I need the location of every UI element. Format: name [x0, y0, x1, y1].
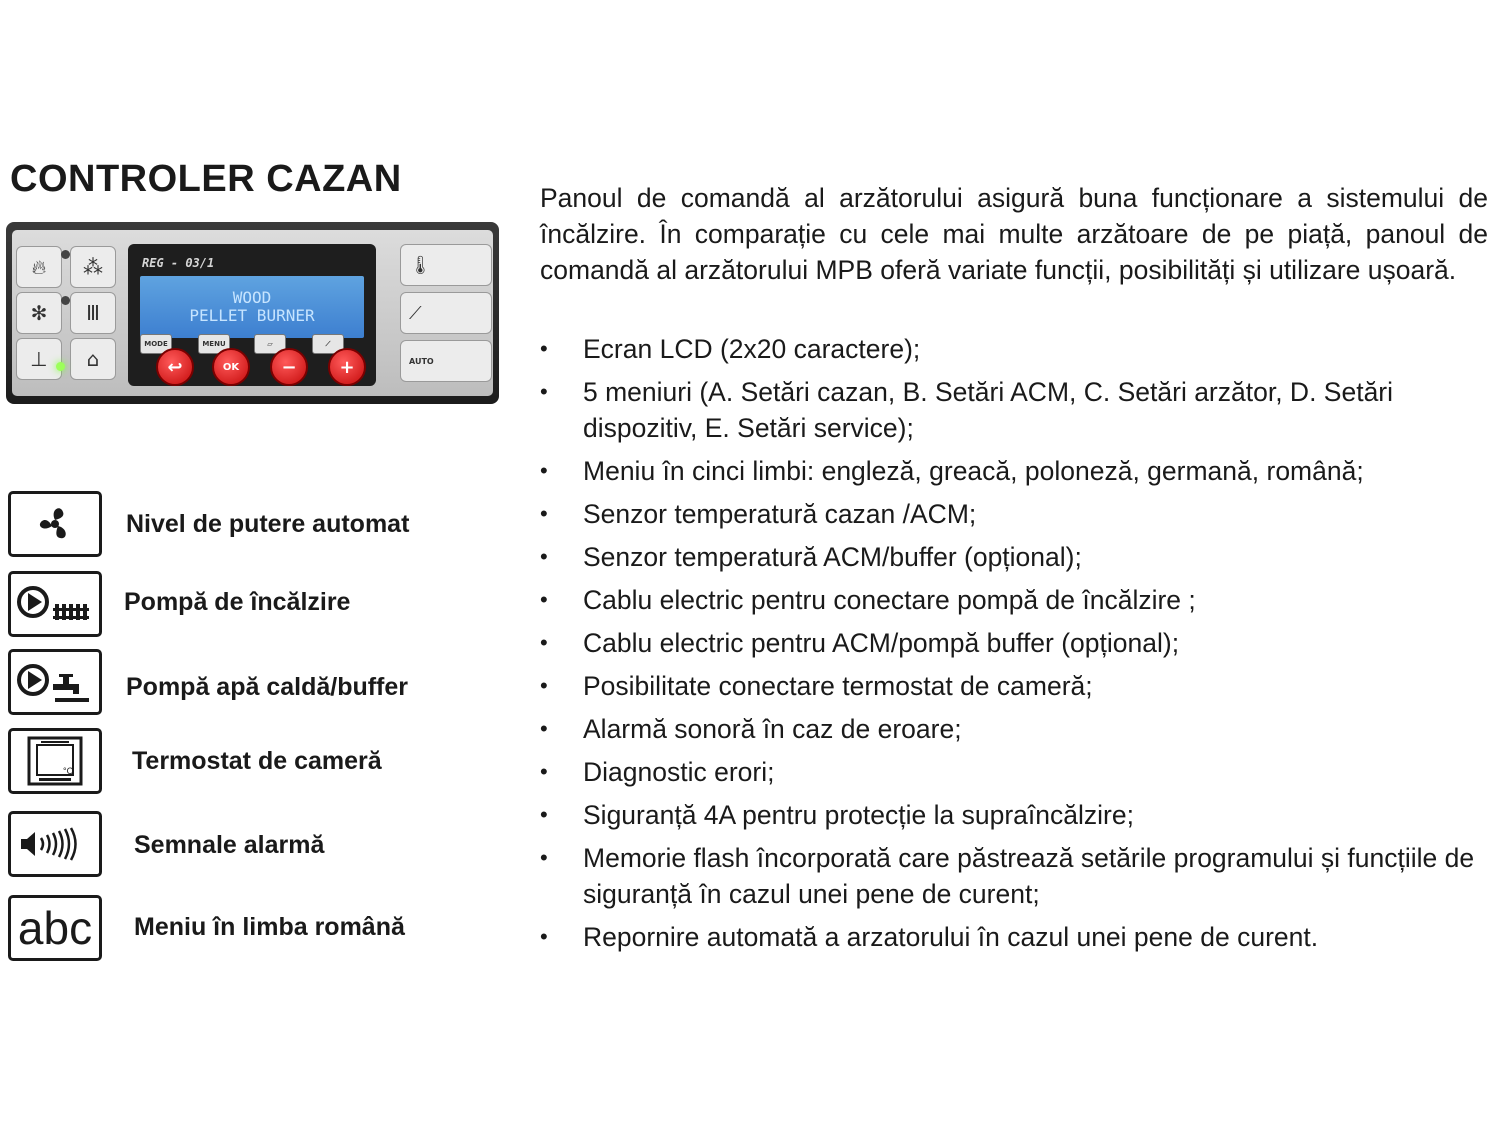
list-item: • Cablu electric pentru ACM/pompă buffer (opțional);	[540, 625, 1488, 661]
list-item: • Posibilitate conectare termostat de cameră;	[540, 668, 1488, 704]
model-label: REG - 03/1	[142, 256, 215, 270]
legend-label-language: Meniu în limba română	[134, 913, 405, 941]
minus-button[interactable]: −	[270, 348, 308, 386]
list-item: • Senzor temperatură cazan /ACM;	[540, 496, 1488, 532]
ok-button[interactable]: OK	[212, 348, 250, 386]
mode-key[interactable]: MODE	[140, 334, 172, 354]
pellets-icon[interactable]: ⁂	[70, 246, 116, 288]
auto-button[interactable]	[400, 340, 492, 382]
radiator-icon[interactable]: Ⅲ	[70, 292, 116, 334]
house-icon[interactable]: ⌂	[70, 338, 116, 380]
flame-icon[interactable]: 🔥︎	[16, 246, 62, 288]
led-indicator-on	[56, 362, 65, 371]
led-indicator	[61, 250, 70, 259]
abc-icon-text: abc	[17, 902, 93, 954]
room-thermostat-icon	[8, 728, 102, 794]
list-item: • Siguranță 4A pentru protecție la supraîncălzire;	[540, 797, 1488, 833]
fan-icon	[8, 491, 102, 557]
plus-button[interactable]: +	[328, 348, 366, 386]
legend-label-hot-water-pump: Pompă apă caldă/buffer	[126, 673, 409, 701]
list-item: • Meniu în cinci limbi: engleză, greacă, poloneză, germană, română;	[540, 453, 1488, 489]
list-item: • Alarmă sonoră în caz de eroare;	[540, 711, 1488, 747]
alarm-speaker-icon	[8, 811, 102, 877]
led-indicator	[61, 296, 70, 305]
features-list	[540, 331, 1488, 962]
list-item: • Memorie flash încorporată care păstrează setările programului și funcțiile de siguranță în cazul unei pene de curent;	[540, 840, 1488, 912]
list-item: • Diagnostic erori;	[540, 754, 1488, 790]
legend-label-alarm: Semnale alarmă	[134, 831, 325, 859]
ignite-key[interactable]: ⟋	[312, 334, 344, 354]
lcd-line-1: WOOD	[232, 288, 272, 307]
svg-text:°C: °C	[63, 766, 74, 776]
fan-button-icon[interactable]: ✻	[16, 292, 62, 334]
thermometer-icon[interactable]: 🌡︎	[400, 244, 492, 286]
legend-label-heating-pump: Pompă de încălzire	[124, 588, 351, 616]
list-item: • Repornire automată a arzatorului în cazul unei pene de curent.	[540, 919, 1488, 955]
list-item: • Ecran LCD (2x20 caractere);	[540, 331, 1488, 367]
wood-key[interactable]: ▱	[254, 334, 286, 354]
abc-language-icon	[8, 895, 102, 961]
lcd-screen	[140, 276, 364, 338]
controller-panel	[6, 222, 499, 404]
lcd-line-2: PELLET BURNER	[189, 306, 315, 325]
list-item: • Senzor temperatură ACM/buffer (opțional);	[540, 539, 1488, 575]
tap-icon[interactable]: ⊥	[16, 338, 62, 380]
legend-label-fan: Nivel de putere automat	[126, 510, 410, 538]
controller-face	[12, 230, 493, 396]
legend-label-room-thermostat: Termostat de cameră	[132, 747, 382, 775]
list-item: • 5 meniuri (A. Setări cazan, B. Setări ACM, C. Setări arzător, D. Setări dispozitiv, E. Setări service);	[540, 374, 1488, 446]
heating-pump-icon	[8, 571, 102, 637]
intro-paragraph: Panoul de comandă al arzătorului asigură buna funcționare a sistemului de încălzire. În comparație cu cele mai multe arzătoare de pe piață, panoul de comandă al arzătorului MPB oferă variate funcții, posibilități și utilizare ușoară.	[540, 183, 1488, 285]
page-title: CONTROLER CAZAN	[10, 158, 402, 200]
back-button[interactable]: ↩	[156, 348, 194, 386]
burner-icon[interactable]: ⟋	[400, 292, 492, 334]
list-item: • Cablu electric pentru conectare pompă de încălzire ;	[540, 582, 1488, 618]
hot-water-pump-icon	[8, 649, 102, 715]
auto-label: AUTO	[409, 356, 434, 366]
menu-key[interactable]: MENU	[198, 334, 230, 354]
